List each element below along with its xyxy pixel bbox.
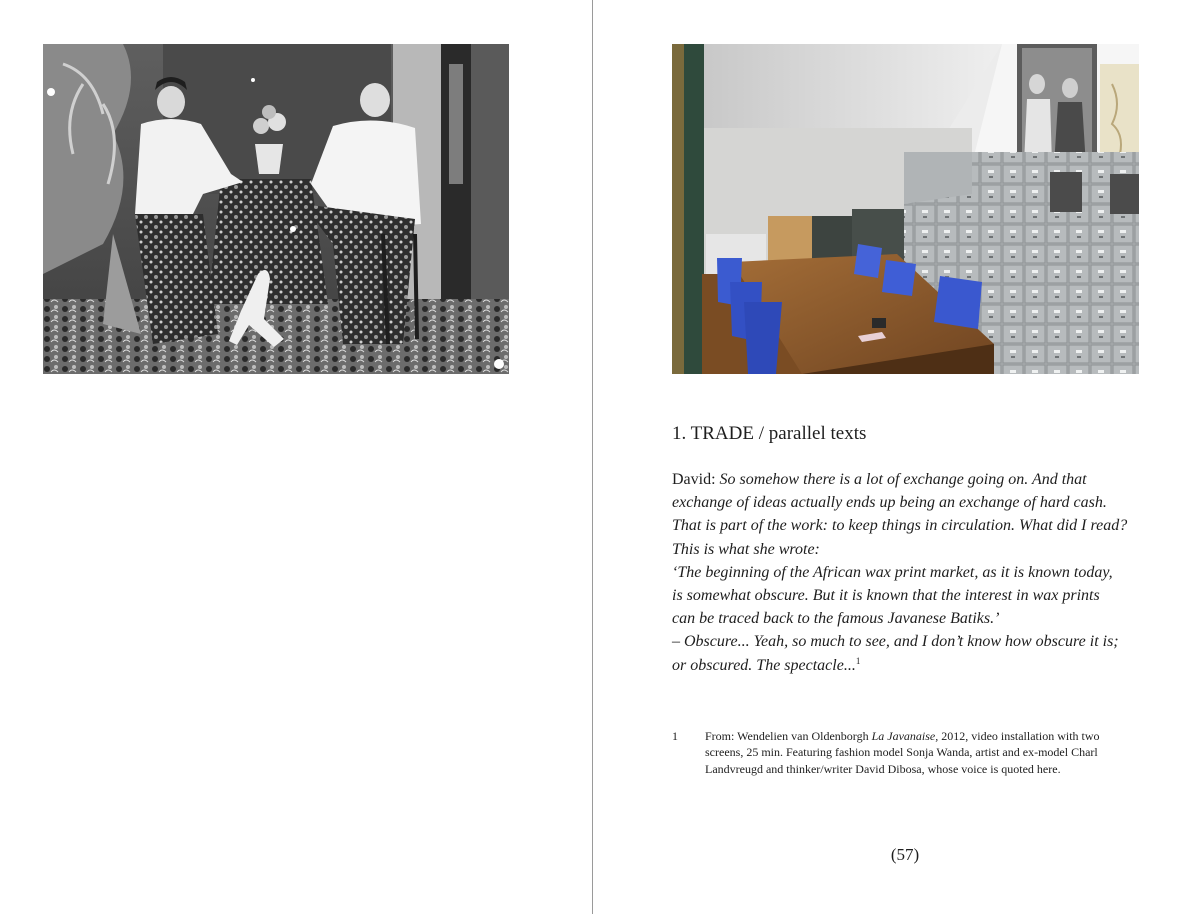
footnote-prefix: From: Wendelien van Oldenborgh (705, 729, 869, 743)
passage-line-7 (672, 607, 1142, 630)
quoted-passage (672, 468, 1142, 677)
passage-text-7: can be traced back to the famous Javanese Batiks.’ (672, 610, 1000, 628)
passage-line-9 (672, 654, 1142, 677)
footnote-details: 2012, video installation with two (938, 729, 1100, 743)
archival-portrait-image (43, 44, 509, 374)
footnote-line-3: Landvreugd and thinker/writer David Dibosa, whose voice is quoted here. (705, 761, 1061, 776)
passage-line-8 (672, 630, 1142, 653)
passage-line-6 (672, 584, 1142, 607)
page-number: (57) (890, 845, 920, 864)
passage-text-4: This is what she wrote: (672, 540, 820, 558)
passage-line-2 (672, 491, 1142, 514)
section-heading: 1. TRADE / parallel texts (672, 423, 867, 444)
speaker-label: David: (672, 471, 716, 488)
passage-text-6: is somewhat obscure. But it is known that the interest in wax prints (672, 587, 1100, 605)
archive-room-photo (672, 44, 1139, 374)
footnote-reference[interactable]: 1 (855, 655, 861, 666)
passage-text-2: exchange of ideas actually ends up being an exchange of hard cash. (672, 494, 1107, 512)
footnote-work-title: La Javanaise, (871, 729, 939, 743)
footnote-text (705, 728, 1125, 777)
footnote-number: 1 (672, 729, 678, 743)
passage-line-5 (672, 561, 1142, 584)
passage-text-5: ‘The beginning of the African wax print market, as it is known today, (672, 563, 1113, 581)
passage-line-1 (672, 468, 1142, 491)
passage-text-9: or obscured. The spectacle... (672, 656, 856, 674)
passage-text-3: That is part of the work: to keep things in circulation. What did I read? (672, 517, 1128, 535)
footnote-line-2: screens, 25 min. Featuring fashion model Sonja Wanda, artist and ex-model Charl (705, 745, 1098, 760)
archival-portrait-photo (43, 44, 509, 374)
archive-room-image (672, 44, 1139, 374)
footnote-line-1 (705, 728, 1125, 744)
passage-line-4 (672, 538, 1142, 561)
page-gutter (592, 0, 593, 914)
passage-text-1: So somehow there is a lot of exchange going on. And that (719, 471, 1087, 488)
passage-text-8: – Obscure... Yeah, so much to see, and I don’t know how obscure it is; (672, 633, 1119, 651)
passage-line-3 (672, 514, 1142, 537)
